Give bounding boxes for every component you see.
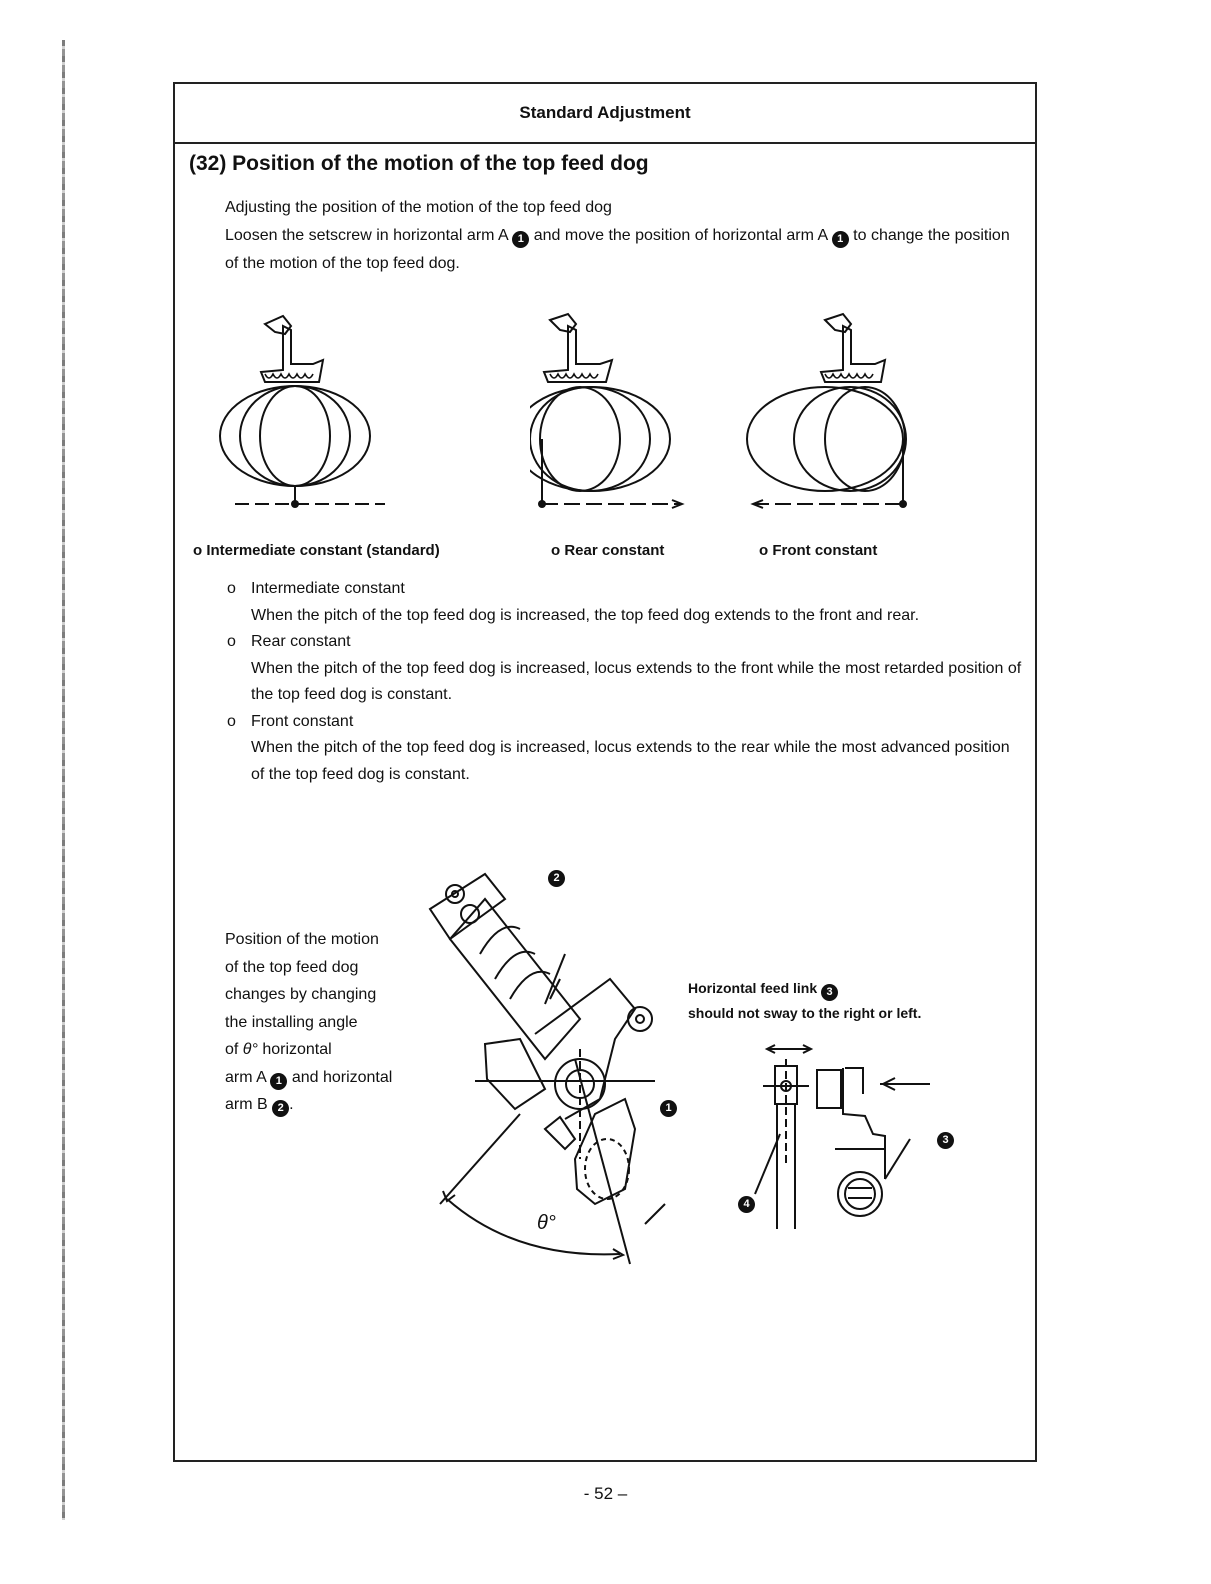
marker-3: 3 bbox=[821, 984, 838, 1001]
locus-diagram-intermediate bbox=[215, 304, 415, 529]
feed-link-note: Horizontal feed link 3 should not sway to the right or left. bbox=[688, 980, 922, 1021]
intro-line-1: Adjusting the position of the motion of the top feed dog bbox=[225, 199, 612, 216]
locus-diagram-front bbox=[735, 304, 935, 529]
callout-1: 1 bbox=[660, 1100, 677, 1117]
section-title: (32) Position of the motion of the top feed dog bbox=[189, 152, 649, 175]
theta-label: θ° bbox=[537, 1212, 556, 1234]
list-item bbox=[227, 629, 1027, 709]
caption-intermediate: o Intermediate constant (standard) bbox=[193, 542, 440, 559]
intro-text bbox=[225, 194, 1025, 278]
marker-1: 1 bbox=[512, 231, 529, 248]
callout-3: 3 bbox=[937, 1132, 954, 1149]
page-header bbox=[175, 84, 1035, 144]
angle-note: Position of the motion of the top feed dog changes by changing the installing angle of θ° horizontal arm A 1 and horizontal arm B 2 . bbox=[225, 926, 435, 1119]
mode-name: Intermediate constant bbox=[251, 580, 405, 597]
callout-4: 4 bbox=[738, 1196, 755, 1213]
mode-name: Rear constant bbox=[251, 633, 351, 650]
caption-rear: o Rear constant bbox=[551, 542, 665, 559]
intro-line-2: Loosen the setscrew in horizontal arm A 1 and move the position of horizontal arm A 1 to change the position of the motion of the top feed dog. bbox=[225, 227, 1010, 272]
marker-1: 1 bbox=[832, 231, 849, 248]
page-number: - 52 – bbox=[583, 1484, 628, 1503]
theta-symbol: θ° bbox=[242, 1041, 258, 1058]
bullet: o bbox=[227, 580, 236, 597]
horizontal-arm-figure bbox=[425, 859, 675, 1269]
list-item bbox=[227, 709, 1027, 789]
mode-desc: When the pitch of the top feed dog is increased, the top feed dog extends to the front and rear. bbox=[251, 606, 920, 624]
bullet: o bbox=[227, 633, 236, 650]
marker-1: 1 bbox=[270, 1073, 287, 1090]
locus-diagram-rear bbox=[530, 304, 730, 529]
feed-link-figure bbox=[735, 1034, 975, 1264]
mode-desc: When the pitch of the top feed dog is increased, locus extends to the rear while the most advanced position of the top feed dog is constant. bbox=[251, 739, 1010, 783]
binding-edge bbox=[62, 40, 65, 1520]
mode-list bbox=[227, 576, 1027, 788]
mode-desc: When the pitch of the top feed dog is increased, locus extends to the front while the most retarded position of the top feed dog is constant. bbox=[251, 659, 1022, 703]
callout-2: 2 bbox=[548, 870, 565, 887]
marker-2: 2 bbox=[272, 1100, 289, 1117]
header-title: Standard Adjustment bbox=[519, 103, 691, 122]
list-item bbox=[227, 576, 1027, 629]
caption-front: o Front constant bbox=[759, 542, 878, 559]
mode-name: Front constant bbox=[251, 712, 354, 730]
content-frame bbox=[173, 82, 1037, 1462]
bullet: o bbox=[227, 712, 236, 730]
